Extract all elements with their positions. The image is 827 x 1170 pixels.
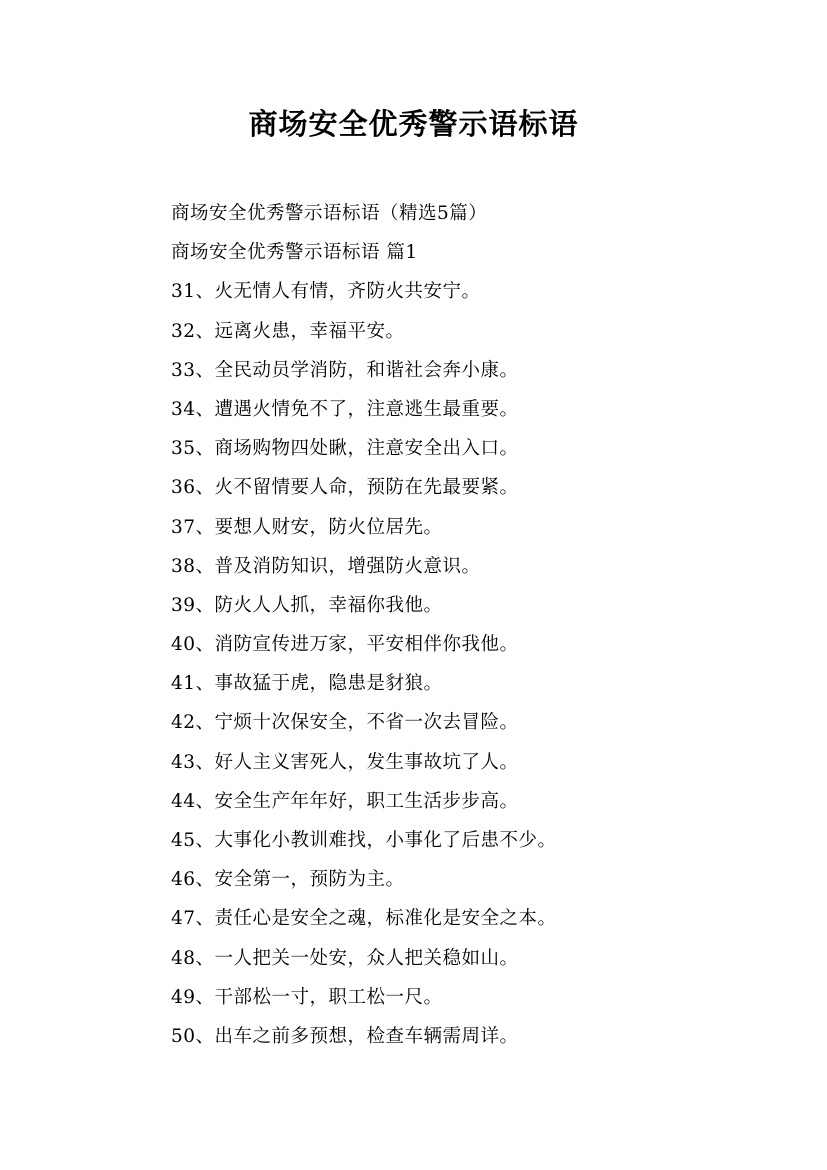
list-item: 36、火不留情要人命，预防在先最要紧。 — [171, 477, 519, 499]
list-item: 39、防火人人抓，幸福你我他。 — [171, 594, 443, 616]
list-item: 38、普及消防知识，增强防火意识。 — [171, 555, 481, 577]
list-item: 37、要想人财安，防火位居先。 — [171, 516, 443, 538]
list-item: 47、责任心是安全之魂，标准化是安全之本。 — [171, 908, 557, 930]
list-item: 44、安全生产年年好，职工生活步步高。 — [171, 790, 519, 812]
list-item: 45、大事化小教训难找，小事化了后患不少。 — [171, 830, 557, 851]
list-item: 48、一人把关一处安，众人把关稳如山。 — [171, 947, 519, 969]
list-item: 46、安全第一，预防为主。 — [171, 869, 405, 891]
list-item: 34、遭遇火情免不了，注意逃生最重要。 — [171, 398, 519, 420]
list-item: 32、远离火患，幸福平安。 — [171, 320, 405, 342]
document-title: 商场安全优秀警示语标语 — [248, 107, 579, 141]
list-item: 40、消防宣传进万家，平安相伴你我他。 — [171, 634, 519, 656]
list-item: 33、全民动员学消防，和谐社会奔小康。 — [171, 359, 519, 381]
list-item: 41、事故猛于虎，隐患是豺狼。 — [171, 673, 443, 695]
list-item: 43、好人主义害死人，发生事故坑了人。 — [171, 751, 519, 773]
section-heading: 商场安全优秀警示语标语 篇1 — [171, 242, 418, 264]
list-item: 49、干部松一寸，职工松一尺。 — [171, 986, 443, 1008]
list-item: 35、商场购物四处瞅，注意安全出入口。 — [171, 438, 519, 460]
list-item: 50、出车之前多预想，检查车辆需周详。 — [171, 1025, 519, 1047]
list-item: 42、宁烦十次保安全，不省一次去冒险。 — [171, 712, 519, 734]
intro-line: 商场安全优秀警示语标语（精选5篇） — [171, 203, 488, 224]
list-item: 31、火无情人有情，齐防火共安宁。 — [171, 281, 481, 303]
document-body — [171, 194, 771, 1056]
